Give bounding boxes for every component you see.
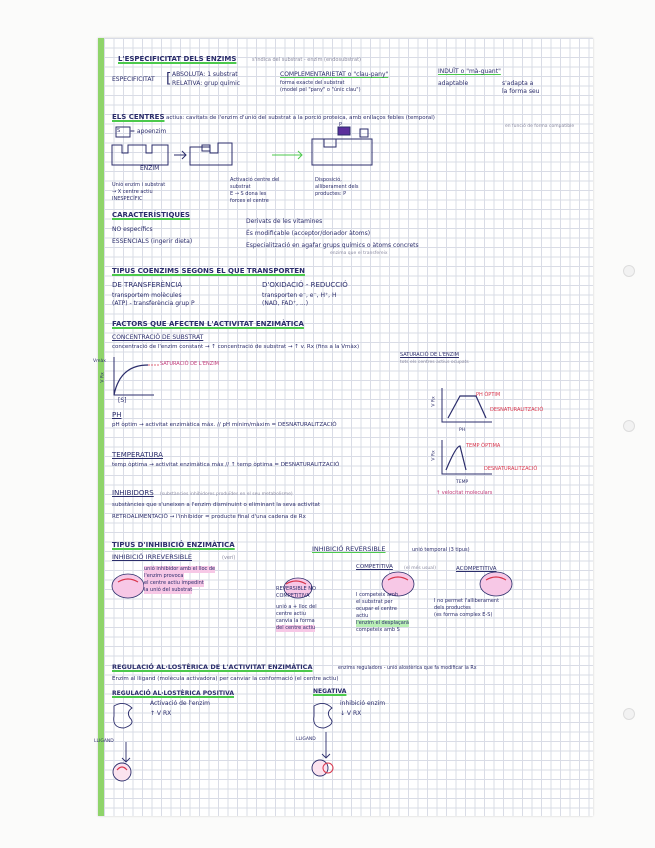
irrev-text-4: la unió del substrat — [144, 587, 193, 593]
temp-optim: TEMP ÒPTIMA — [466, 443, 501, 449]
substrat-label: S — [117, 128, 121, 134]
comp-highlight-2: competeix amb S — [356, 627, 400, 633]
irrev-text-2: l'enzim provoca — [144, 573, 184, 579]
irrev-text-1: unió inhibidor amb el lloc de — [144, 566, 216, 572]
caption-1a: Unió enzim i substrat — [112, 182, 166, 188]
title-note: s'indica del substrat - enzim (endosubstrat) — [252, 57, 361, 63]
nocomp-text-4: del centre actiu — [276, 625, 316, 631]
transf-l1: transportem molècules — [112, 292, 182, 299]
transf-l2: (ATP) - transferència grup P — [112, 300, 195, 307]
comp-text-2: el substrat per — [356, 599, 393, 605]
caract-right-1: Derivats de les vitamines — [246, 218, 323, 225]
complementarietat-l1: forma exacte del substrat — [280, 80, 345, 86]
graph1-vmax: Vmàx — [93, 359, 106, 364]
caption-3b: alliberament dels — [315, 184, 359, 190]
ligand-label-pos: LLIGAND — [94, 739, 114, 744]
allosterica-l1: Enzim al lligand (molècula activadora) per canviar la conformació (el centre actiu) — [112, 676, 339, 682]
punch-hole — [623, 420, 635, 432]
caract-right-3: Especialització en agafar grups químics o àtoms concrets — [246, 242, 419, 249]
sat-sub: tots els centres actius ocupats — [400, 360, 469, 365]
irrev-title: INHIBICIÓ IRREVERSIBLE — [112, 553, 192, 561]
graph1-label: SATURACIÓ DE L'ENZIM — [160, 361, 219, 367]
rev-note: unió temporal (3 tipus) — [412, 547, 470, 553]
inhibidors-note: (substàncies inhibidores produïdes en el seu metabolisme) — [160, 492, 293, 497]
irrev-note: (verí) — [222, 555, 236, 561]
nocomp-text-1: unió a + lloc del — [276, 604, 317, 610]
nocomp-text-3: canvia la forma — [276, 618, 315, 624]
comp-highlight-1: l'enzim el desplaçarà — [356, 620, 409, 626]
punch-hole — [623, 265, 635, 277]
caract-right-2: És modificable (acceptor/donador àtoms) — [246, 230, 371, 237]
caract-item-1: NO específics — [112, 226, 153, 233]
product-label: P — [339, 122, 343, 128]
induit-l3: la forma seu — [502, 88, 540, 95]
induit-l2: s'adapta a — [502, 80, 534, 87]
centres-side: en funció de forma compatible — [505, 124, 575, 129]
neg-l2: ↓ V RX — [340, 710, 362, 717]
caracteristiques-title: CARACTERÍSTIQUES — [112, 211, 190, 219]
oxid-l2: (NAD, FAD⁺, ...) — [262, 300, 309, 307]
especificitat-absoluta: ABSOLUTA: 1 substrat — [172, 71, 238, 78]
centres-text: actius: cavitats de l'enzim d'unió del substrat a la porció proteica, amb enllaços febles (temporal) — [166, 115, 435, 121]
graph1-axis-v: V Rx — [100, 372, 106, 383]
nocomp-text-2: centre actiu — [276, 611, 306, 617]
irrev-text-3: el centre actiu impedint — [144, 580, 204, 586]
caption-2b: substrat — [230, 184, 251, 190]
caption-3c: productes: P — [315, 191, 347, 197]
bracket: [ — [166, 71, 172, 87]
enzim-label: ENZIM — [140, 165, 160, 172]
graph1-axis-s: [S] — [118, 397, 127, 404]
induit-l1: adaptable — [438, 80, 469, 87]
positive-regulation-diagram — [108, 702, 148, 784]
oxid-l1: transporten e⁻, e⁻, H⁺, H — [262, 292, 337, 299]
comp-note: (el més usual) — [404, 566, 436, 571]
caract-item-2: ESSENCIALS (ingerir dieta) — [112, 238, 193, 245]
acomp-text-3: (es forma complex E-S) — [434, 612, 493, 618]
comp-text-3: ocupar el centre — [356, 606, 397, 612]
especificitat-label: ESPECIFICITAT — [112, 76, 155, 83]
factors-title: FACTORS QUE AFECTEN L'ACTIVITAT ENZIMÀTICA — [112, 320, 304, 328]
punch-hole — [623, 708, 635, 720]
inhibidors-l1: substàncies que s'uneixen a l'enzim disminuint o eliminant la seva activitat — [112, 502, 321, 508]
ph-axis-v: V Rx — [431, 396, 437, 407]
conc-text: concentració de l'enzim constant → ↑ concentració de substrat → ↑ v. Rx (fins a la Vmàx) — [112, 344, 360, 350]
pos-l1: Activació de l'enzim — [150, 700, 210, 707]
conc-title: CONCENTRACIÓ DE SUBSTRAT — [112, 334, 204, 341]
complementarietat-l2: (model pel "pany" o "únic clau") — [280, 87, 361, 93]
comp-title: COMPETITIVA — [356, 564, 393, 570]
especificitat-relativa: RELATIVA: grup químic — [172, 80, 241, 87]
ph-axis: PH — [459, 428, 466, 433]
allosterica-title-note: enzims reguladors - unió alostèrica que fa modificar la Rx — [338, 666, 477, 671]
tipus-title: TIPUS COENZIMS SEGONS EL QUE TRANSPORTEN — [112, 267, 305, 275]
comp-text-4: actiu — [356, 613, 369, 619]
acomp-text-1: I no permet l'alliberament — [434, 598, 500, 604]
neg-l1: inhibició enzim — [340, 700, 386, 707]
inhibidors-l2: RETROALIMENTACIÓ → l'inhibidor = producte final d'una cadena de Rx — [112, 514, 306, 520]
caption-2c: E → S dona les — [230, 191, 267, 197]
sat-note: SATURACIÓ DE L'ENZIM — [400, 352, 459, 358]
caption-3a: Disposició, — [315, 177, 342, 183]
ph-title: PH — [112, 411, 122, 419]
temp-axis-v: V Rx — [431, 450, 437, 461]
transf-title: DE TRANSFERÈNCIA — [112, 281, 183, 289]
caption-1c: INESPECÍFIC — [112, 196, 143, 202]
rev-title: INHIBICIÓ REVERSIBLE — [312, 545, 386, 553]
temp-text: temp òptima → activitat enzimàtica màx // ↑ temp òptima = DESNATURALITZACIÓ — [112, 462, 340, 468]
caption-2d: forces el centre — [230, 198, 269, 204]
allosterica-negativa: NEGATIVA — [313, 688, 347, 695]
induit-title: INDUÏT o "mà-guant" — [438, 68, 501, 75]
complementarietat-title: COMPLEMENTARIETAT o "clau-pany" — [280, 71, 389, 78]
temp-desnat: DESNATURALITZACIÓ — [484, 466, 538, 472]
ph-text: pH òptim → activitat enzimàtica màx. // pH mínim/màxim = DESNATURALITZACIÓ — [112, 422, 337, 428]
section-title: L'ESPECIFICITAT DELS ENZIMS — [118, 55, 237, 63]
pos-l2: ↑ V RX — [150, 710, 172, 717]
nocomp-title: REVERSIBLE NO COMPETITIVA — [276, 586, 316, 599]
comp-text-1: I competeix amb — [356, 592, 399, 598]
temp-note: ↑ velocitat moleculars — [436, 490, 493, 496]
allosterica-title: REGULACIÓ AL·LOSTÈRICA DE L'ACTIVITAT ENZIMÀTICA — [112, 663, 313, 671]
caption-1b: → X centre actiu — [112, 189, 153, 195]
ligand-label-neg: LLIGAND — [296, 737, 316, 742]
acomp-text-2: dels productes — [434, 605, 471, 611]
acomp-title: ACOMPETITIVA — [456, 566, 497, 572]
centres-title: ELS CENTRES — [112, 113, 165, 121]
oxid-title: D'OXIDACIÓ - REDUCCIÓ — [262, 281, 348, 289]
caract-note: enzima que el transfereix — [330, 251, 388, 256]
apoenzim-label: = apoenzim — [130, 128, 167, 135]
caption-2a: Activació centre del — [230, 177, 280, 183]
allosterica-positiva: REGULACIÓ AL·LOSTÈRICA POSITIVA — [112, 690, 235, 697]
ph-desnat: DESNATURALITZACIÓ — [490, 407, 544, 413]
temp-axis: TEMP — [456, 480, 469, 485]
ph-optim: PH ÒPTIM — [476, 392, 501, 398]
temp-title: TEMPERATURA — [112, 451, 163, 459]
negative-regulation-diagram — [308, 702, 348, 784]
tipus-inhibicio-title: TIPUS D'INHIBICIÓ ENZIMÀTICA — [112, 541, 235, 549]
inhibidors-title: INHIBIDORS — [112, 489, 154, 497]
